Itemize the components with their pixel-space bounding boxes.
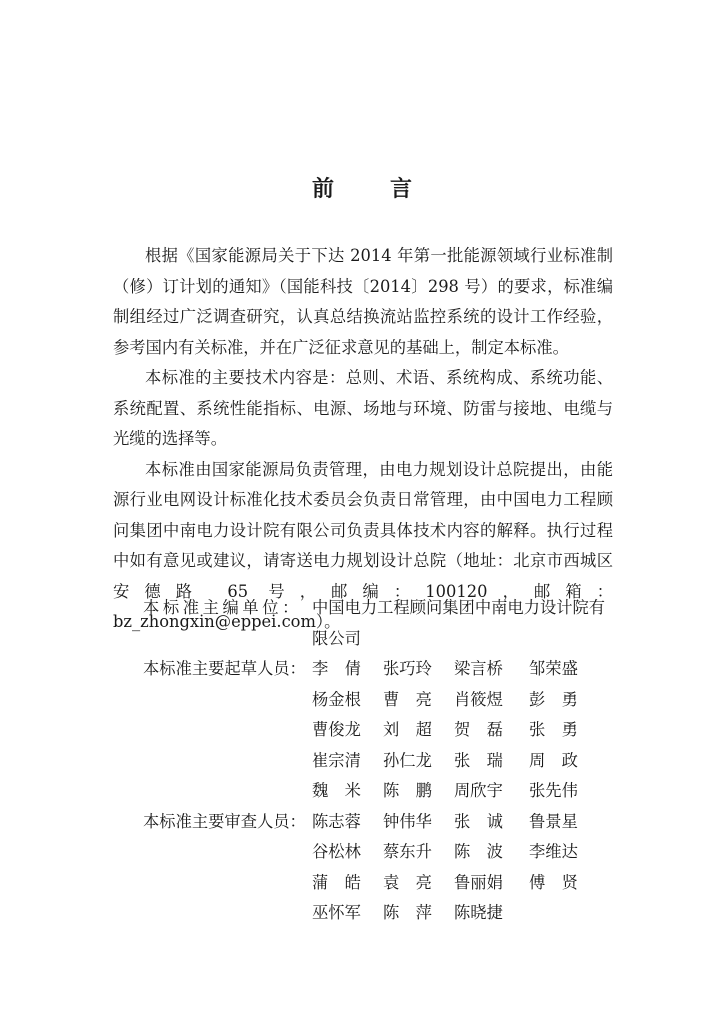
chief-editor-unit-value: 中国电力工程顾问集团中南电力设计院有限公司 [312,598,606,648]
reviewer-name: 陈晓捷 [454,903,503,922]
drafter-name: 肖筱煜 [454,689,503,709]
drafter-name: 周 政 [529,750,578,770]
reviewer-name: 袁 亮 [383,872,432,892]
chief-editor-unit [113,593,633,654]
contributors-section [113,593,633,929]
title-char-right: 言 [390,177,413,202]
reviewer-name: 傅 贤 [529,872,578,892]
drafters-names [312,654,612,807]
drafter-name: 张巧玲 [383,659,432,678]
reviewer-name: 蔡东升 [383,842,432,861]
drafter-name: 刘 超 [383,720,432,739]
reviewers [113,807,633,929]
drafter-name: 贺 磊 [454,720,503,739]
drafter-name: 曹俊龙 [312,720,361,739]
reviewer-name: 陈志蓉 [312,811,361,831]
chief-editor-unit-label: 本标准主编单位： [143,598,303,617]
drafter-name: 彭 勇 [529,689,578,709]
reviewer-name: 鲁景星 [529,811,578,831]
page-title [0,172,724,203]
reviewers-label: 本标准主要审查人员： [143,811,306,831]
paragraph-management: 本标准由国家能源局负责管理，由电力规划设计总院提出，由能源行业电网设计标准化技术委员会负责日常管理，由中国电力工程顾问集团中南电力设计院有限公司负责具体技术内容的解释。执行过程中如有意见或建议，请寄送电力规划设计总院（地址：北京市西城区安德路 65 号，邮编：100120，邮箱：bz_zhongxin@eppei.com）。 [113,459,613,631]
reviewer-name: 蒲 皓 [312,872,361,892]
reviewer-name: 张 诚 [454,811,503,831]
drafter-name: 孙仁龙 [383,750,432,770]
reviewer-name: 鲁丽娟 [454,872,503,892]
drafter-name: 梁言桥 [454,659,503,678]
foreword-body [113,241,613,638]
drafter-name: 李 倩 [312,659,361,678]
reviewer-name: 巫怀军 [312,903,361,922]
reviewer-name: 陈 萍 [383,903,432,922]
drafter-name: 张 瑞 [454,750,503,770]
drafter-name: 崔宗清 [312,750,361,770]
paragraph-basis: 根据《国家能源局关于下达 2014 年第一批能源领域行业标准制（修）订计划的通知》（国能科技〔2014〕298 号）的要求，标准编制组经过广泛调查研究，认真总结换流站监控系统的设计工作经验，参考国内有关标准，并在广泛征求意见的基础上，制定本标准。 [113,246,613,357]
drafter-name: 张先伟 [529,781,578,800]
reviewer-name: 钟伟华 [383,811,432,831]
drafters [113,654,633,807]
paragraph-content: 本标准的主要技术内容是：总则、术语、系统构成、系统功能、系统配置、系统性能指标、电源、场地与环境、防雷与接地、电缆与光缆的选择等。 [113,368,613,448]
reviewers-names [312,807,612,929]
reviewer-name: 谷松林 [312,842,361,861]
drafter-name: 曹 亮 [383,689,432,709]
drafters-label: 本标准主要起草人员： [143,659,306,678]
drafter-name: 杨金根 [312,689,361,709]
drafter-name: 邹荣盛 [529,659,578,678]
reviewer-name: 陈 波 [454,842,503,861]
drafter-name: 陈 鹏 [383,781,432,800]
title-char-left: 前 [311,177,334,202]
reviewer-name: 李维达 [529,842,578,861]
drafter-name: 魏 米 [312,781,361,800]
drafter-name: 周欣宇 [454,781,503,800]
drafter-name: 张 勇 [529,720,578,739]
